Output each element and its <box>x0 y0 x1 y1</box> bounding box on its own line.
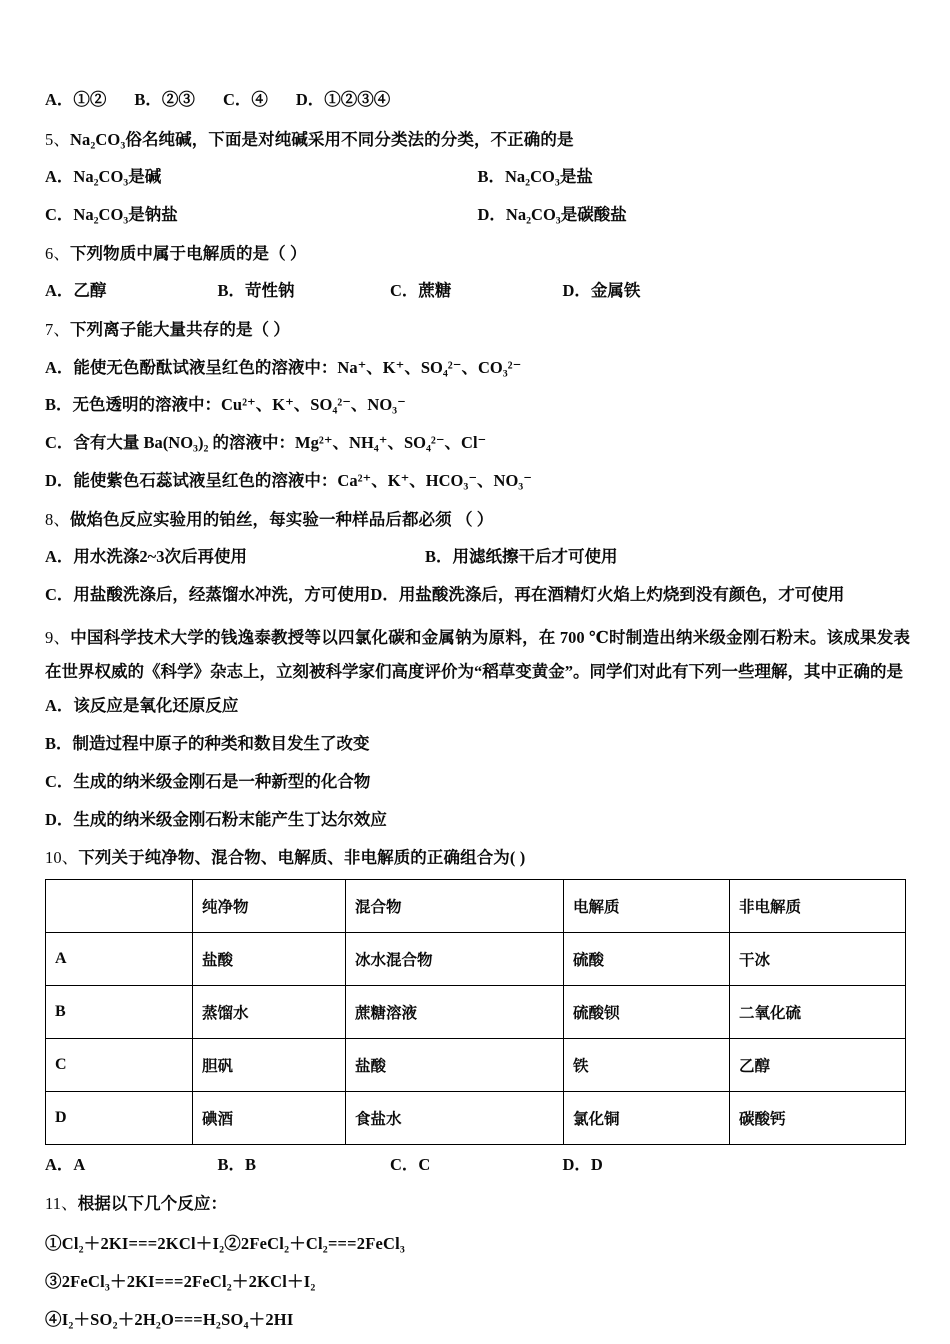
table-cell: 铁 <box>564 1038 730 1091</box>
q6-option-d[interactable]: D．金属铁 <box>562 281 641 301</box>
q6-option-c[interactable]: C．蔗糖 <box>390 281 452 301</box>
table-cell: 蒸馏水 <box>193 985 346 1038</box>
q10-option-a[interactable]: A．A <box>45 1154 86 1174</box>
question-11-equation-1: ①Cl₂＋2KI===2KCl＋I₂②2FeCl₂＋Cl₂===2FeCl₃ <box>45 1233 406 1253</box>
question-5-number: 5、 <box>45 129 70 149</box>
table-cell: 硫酸钡 <box>564 985 730 1038</box>
table-cell: 盐酸 <box>346 1038 564 1091</box>
table-header-mixture: 混合物 <box>346 879 564 932</box>
question-7-option-b: B．无色透明的溶液中：Cu²⁺、K⁺、SO₄²⁻、NO₃⁻ <box>45 395 406 415</box>
q10-option-c[interactable]: C．C <box>390 1154 431 1174</box>
table-cell: 食盐水 <box>346 1091 564 1144</box>
classification-table-wrapper <box>45 879 910 1145</box>
table-cell: 冰水混合物 <box>346 932 564 985</box>
question-8-text: 做焰色反应实验用的铂丝，每实验一种样品后都必须 （ ） <box>69 509 494 529</box>
table-cell: 氯化铜 <box>564 1091 730 1144</box>
question-11-number: 11、 <box>45 1193 78 1213</box>
question-8-stem <box>45 507 910 533</box>
question-10-stem <box>45 845 910 871</box>
question-5-stem <box>45 127 910 153</box>
question-9-number: 9、 <box>45 627 71 647</box>
question-11-text: 根据以下几个反应： <box>77 1193 228 1213</box>
question-5-options-row-2 <box>45 203 910 228</box>
q8-option-b[interactable]: B．用滤纸擦干后才可使用 <box>425 547 618 567</box>
table-cell: 碘酒 <box>193 1091 346 1144</box>
question-7-text: 下列离子能大量共存的是（ ） <box>69 320 290 340</box>
question-8-options-row-1 <box>45 545 805 570</box>
question-4-options-row <box>45 88 910 113</box>
table-cell: 蔗糖溶液 <box>346 985 564 1038</box>
table-row <box>46 1038 906 1091</box>
question-9-option-b: B．制造过程中原子的种类和数目发生了改变 <box>45 734 370 754</box>
table-row-key: A <box>46 932 193 985</box>
table-cell: 干冰 <box>730 932 906 985</box>
table-row <box>46 985 906 1038</box>
q5-option-b[interactable]: B．Na₂CO₃是盐 <box>477 167 593 187</box>
table-corner-cell <box>46 879 193 932</box>
q6-option-a[interactable]: A．乙醇 <box>45 281 107 301</box>
question-9-text: 中国科学技术大学的钱逸泰教授等以四氯化碳和金属钠为原料，在 700 ℃时制造出纳米级金刚石粉末。该成果发表在世界权威的《科学》杂志上，立刻被科学家们高度评价为“稻草变黄金”。同学们对此有下列一些理解，其中正确的是 <box>45 627 911 681</box>
question-7-stem <box>45 317 910 343</box>
question-5-text: Na₂CO₃俗名纯碱，下面是对纯碱采用不同分类法的分类，不正确的是 <box>69 129 574 149</box>
table-header-nonelectrolyte: 非电解质 <box>730 879 906 932</box>
q4-option-c[interactable]: C．④ <box>222 90 268 109</box>
q5-option-d[interactable]: D．Na₂CO₃是碳酸盐 <box>477 205 627 225</box>
question-10-number: 10、 <box>45 848 79 868</box>
page-content <box>45 88 910 1344</box>
question-5-options-row-1 <box>45 165 910 190</box>
question-6-number: 6、 <box>45 243 70 263</box>
q5-option-a[interactable]: A．Na₂CO₃是碱 <box>45 167 162 187</box>
table-header-row <box>46 879 906 932</box>
question-11-equation-3: ④I₂＋SO₂＋2H₂O===H₂SO₄＋2HI <box>45 1309 294 1329</box>
table-row-key: D <box>46 1091 193 1144</box>
table-cell: 二氧化硫 <box>730 985 906 1038</box>
q8-option-c[interactable]: C．用盐酸洗涤后，经蒸馏水冲洗，方可使用 <box>45 585 371 604</box>
table-cell: 盐酸 <box>193 932 346 985</box>
table-row-key: B <box>46 985 193 1038</box>
question-7-option-d: D．能使紫色石蕊试液呈红色的溶液中：Ca²⁺、K⁺、HCO₃⁻、NO₃⁻ <box>45 470 532 490</box>
table-row <box>46 1091 906 1144</box>
question-6-text: 下列物质中属于电解质的是（ ） <box>69 243 307 263</box>
table-row-key: C <box>46 1038 193 1091</box>
question-7-option-a: A．能使无色酚酞试液呈红色的溶液中：Na⁺、K⁺、SO₄²⁻、CO₃²⁻ <box>45 357 522 377</box>
table-row <box>46 932 906 985</box>
q5-option-c[interactable]: C．Na₂CO₃是钠盐 <box>45 205 178 225</box>
q6-option-b[interactable]: B．苛性钠 <box>217 281 295 301</box>
q8-option-a[interactable]: A．用水洗涤2~3次后再使用 <box>45 547 248 567</box>
q4-option-b[interactable]: B．②③ <box>134 90 195 109</box>
question-6-stem <box>45 241 910 267</box>
question-11-equation-2: ③2FeCl₃＋2KI===2FeCl₂＋2KCl＋I₂ <box>45 1271 316 1291</box>
q10-option-b[interactable]: B．B <box>217 1154 257 1174</box>
question-11-stem <box>45 1191 910 1217</box>
q8-option-d[interactable]: D．用盐酸洗涤后，再在酒精灯火焰上灼烧到没有颜色，才可使用 <box>370 585 845 604</box>
question-9-option-d: D．生成的纳米级金刚石粉末能产生丁达尔效应 <box>45 809 387 829</box>
table-header-pure: 纯净物 <box>193 879 346 932</box>
question-8-options-row-2 <box>45 583 910 608</box>
question-10-text: 下列关于纯净物、混合物、电解质、非电解质的正确组合为( ) <box>78 848 526 868</box>
question-9-option-a: A．该反应是氧化还原反应 <box>45 696 239 716</box>
question-6-options-row <box>45 279 735 304</box>
q10-option-d[interactable]: D．D <box>562 1154 603 1174</box>
classification-table <box>45 879 906 1145</box>
question-7-number: 7、 <box>45 320 70 340</box>
table-cell: 碳酸钙 <box>730 1091 906 1144</box>
question-10-options-row <box>45 1151 735 1175</box>
question-8-number: 8、 <box>45 509 70 529</box>
question-9-option-c: C．生成的纳米级金刚石是一种新型的化合物 <box>45 771 371 791</box>
q4-option-d[interactable]: D．①②③④ <box>295 90 391 109</box>
table-header-electrolyte: 电解质 <box>564 879 730 932</box>
table-cell: 乙醇 <box>730 1038 906 1091</box>
table-cell: 胆矾 <box>193 1038 346 1091</box>
question-9-stem <box>45 621 910 689</box>
table-cell: 硫酸 <box>564 932 730 985</box>
question-7-option-c: C．含有大量 Ba(NO₃)₂ 的溶液中：Mg²⁺、NH₄⁺、SO₄²⁻、Cl⁻ <box>45 433 487 453</box>
q4-option-a[interactable]: A．①② <box>45 90 107 109</box>
